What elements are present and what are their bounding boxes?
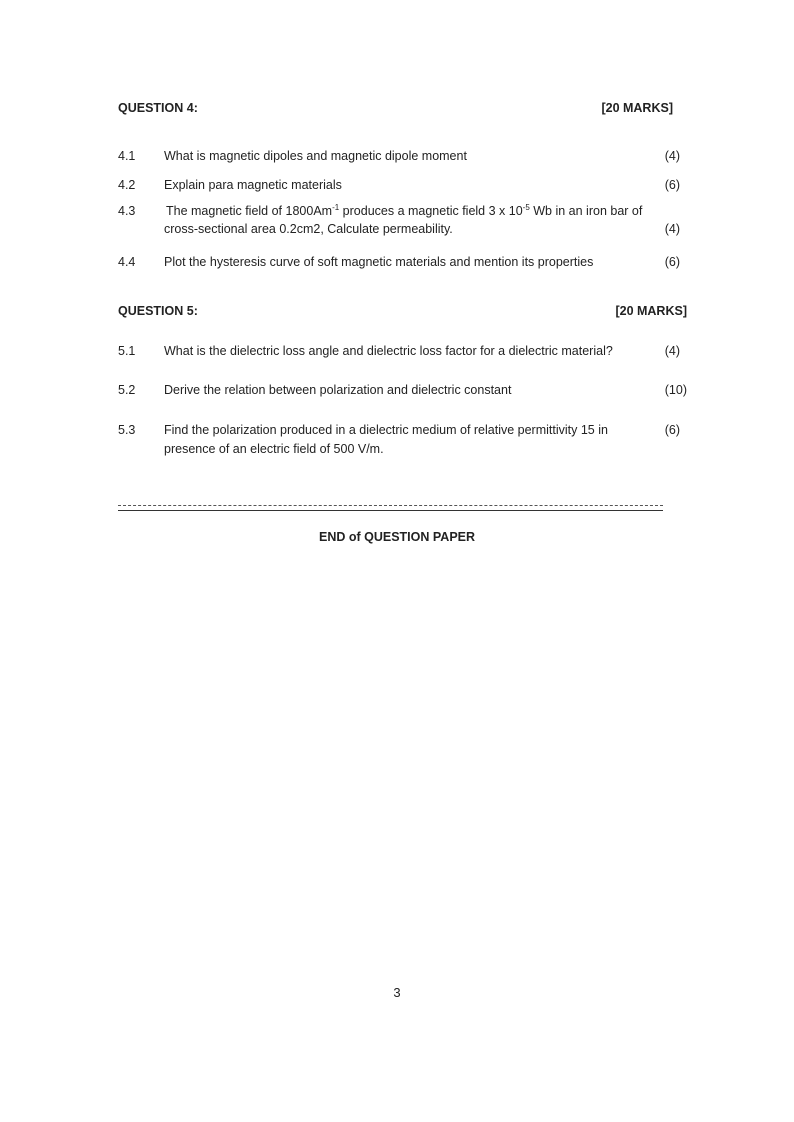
text-part: The magnetic field of 1800Am	[166, 204, 333, 218]
item-number: 4.2	[118, 178, 136, 192]
question-text-line2: presence of an electric field of 500 V/m.	[164, 442, 384, 456]
text-part: Wb in an iron bar of	[529, 204, 643, 218]
item-marks: (4)	[664, 344, 680, 358]
item-marks: (10)	[664, 383, 687, 397]
question-5-title: QUESTION 5:	[118, 304, 198, 318]
question-text: What is the dielectric loss angle and dielectric loss factor for a dielectric material?	[164, 344, 613, 358]
item-marks: (4)	[664, 149, 680, 163]
item-number: 5.3	[118, 423, 136, 437]
item-number: 4.4	[118, 255, 136, 269]
question-text: Explain para magnetic materials	[164, 178, 342, 192]
question-text	[166, 203, 642, 219]
end-of-paper: END of QUESTION PAPER	[318, 530, 476, 544]
page-number: 3	[393, 985, 401, 1000]
question-text: Derive the relation between polarization and dielectric constant	[164, 383, 512, 397]
question-text-line2: cross-sectional area 0.2cm2, Calculate permeability.	[164, 222, 453, 236]
question-4-marks: [20 MARKS]	[601, 101, 673, 115]
text-part: produces a magnetic field 3 x 10	[339, 204, 523, 218]
superscript: -1	[332, 202, 340, 212]
item-marks: (4)	[664, 222, 680, 236]
dashed-divider	[118, 505, 663, 507]
question-4-title: QUESTION 4:	[118, 101, 198, 115]
solid-divider	[118, 510, 663, 511]
item-marks: (6)	[664, 255, 680, 269]
item-number: 4.1	[118, 149, 136, 163]
question-text: What is magnetic dipoles and magnetic dipole moment	[164, 149, 467, 163]
item-number: 5.1	[118, 344, 136, 358]
superscript: -5	[522, 202, 530, 212]
item-marks: (6)	[664, 178, 680, 192]
item-number: 5.2	[118, 383, 136, 397]
item-number: 4.3	[118, 204, 136, 218]
question-text: Find the polarization produced in a dielectric medium of relative permittivity 15 in	[164, 423, 608, 437]
item-marks: (6)	[664, 423, 680, 437]
question-5-marks: [20 MARKS]	[615, 304, 687, 318]
question-text: Plot the hysteresis curve of soft magnetic materials and mention its properties	[164, 255, 594, 269]
